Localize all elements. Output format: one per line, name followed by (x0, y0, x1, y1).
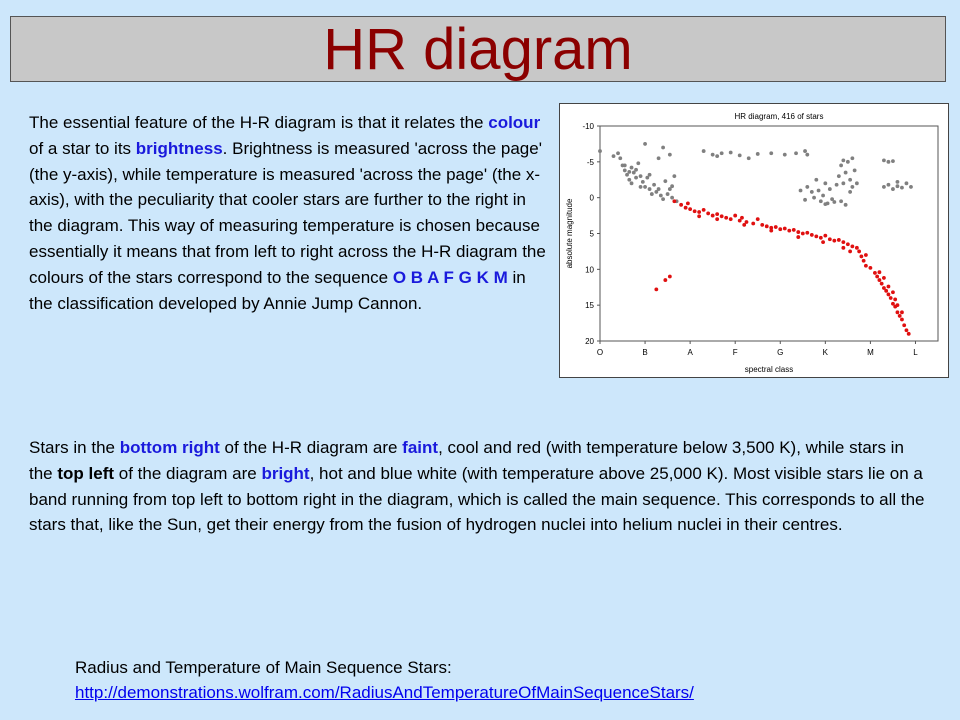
grey-star-point (661, 146, 665, 150)
red-star-point (889, 296, 893, 300)
grey-star-point (783, 153, 787, 157)
grey-star-point (623, 164, 627, 168)
grey-star-point (627, 170, 631, 174)
grey-star-point (648, 173, 652, 177)
grey-star-point (882, 185, 886, 189)
red-star-point (684, 206, 688, 210)
para1-text-1: The essential feature of the H-R diagram is that it relates the (29, 113, 489, 132)
grey-star-point (850, 185, 854, 189)
red-star-point (760, 223, 764, 227)
red-star-point (742, 223, 746, 227)
x-tick-label: L (913, 348, 918, 357)
grey-star-point (634, 168, 638, 172)
red-star-point (887, 285, 891, 289)
grey-star-point (639, 174, 643, 178)
red-star-point (875, 275, 879, 279)
red-star-point (706, 212, 710, 216)
grey-star-point (841, 159, 845, 163)
para2-text-5: , hot and blue white (with temperature above 25,000 K). Most visible stars lie on a band running from top left to bottom right in the diagram, which is called the main sequence. This corresponds to all the stars that, like the Sun, get their energy from the fusion of hydrogen nuclei into helium nuclei in their centres. (29, 463, 925, 535)
grey-star-point (661, 197, 665, 201)
grey-star-point (657, 187, 661, 191)
red-star-point (898, 314, 902, 318)
grey-star-point (672, 174, 676, 178)
grey-star-point (648, 187, 652, 191)
red-star-point (672, 199, 676, 203)
red-star-point (778, 227, 782, 231)
spectral-sequence-highlight: O B A F G K M (392, 267, 508, 287)
grey-star-point (630, 181, 634, 185)
grey-star-point (814, 178, 818, 182)
grey-star-point (891, 187, 895, 191)
red-star-point (905, 328, 909, 332)
red-star-point (679, 203, 683, 207)
grey-star-point (850, 156, 854, 160)
hr-diagram-chart (559, 103, 949, 378)
red-star-point (891, 290, 895, 294)
grey-star-point (794, 151, 798, 155)
grey-star-point (837, 174, 841, 178)
red-star-point (792, 228, 796, 232)
grey-star-point (598, 149, 602, 153)
grey-star-point (896, 184, 900, 188)
x-tick-label: G (777, 348, 784, 357)
grey-star-point (841, 181, 845, 185)
chart-title: HR diagram, 416 of stars (734, 112, 824, 121)
red-star-point (769, 229, 773, 233)
y-tick-label: 20 (585, 337, 594, 346)
x-tick-label: M (867, 348, 874, 357)
grey-star-point (623, 169, 627, 173)
red-star-point (810, 233, 814, 237)
red-star-point (880, 282, 884, 286)
red-star-point (878, 278, 882, 282)
red-star-point (869, 266, 873, 270)
grey-star-point (803, 149, 807, 153)
red-star-point (902, 323, 906, 327)
grey-star-point (803, 198, 807, 202)
red-star-point (654, 288, 658, 292)
red-star-point (783, 227, 787, 231)
red-star-point (686, 202, 690, 206)
grey-star-point (848, 190, 852, 194)
red-star-point (837, 238, 841, 242)
grey-star-point (720, 151, 724, 155)
grey-star-point (670, 184, 674, 188)
red-star-point (900, 310, 904, 314)
wolfram-demo-link[interactable]: http://demonstrations.wolfram.com/RadiusAndTemperatureOfMainSequenceStars/ (75, 683, 694, 702)
y-tick-label: -10 (582, 122, 594, 131)
grey-star-point (900, 186, 904, 190)
red-star-point (900, 318, 904, 322)
intro-paragraph (29, 110, 549, 316)
red-star-point (864, 264, 868, 268)
red-star-point (796, 235, 800, 239)
plot-area (600, 126, 938, 341)
grey-star-point (817, 189, 821, 193)
grey-star-point (657, 156, 661, 160)
grey-star-point (627, 178, 631, 182)
grey-star-point (832, 200, 836, 204)
red-star-point (848, 250, 852, 254)
red-star-point (693, 209, 697, 213)
red-star-point (751, 222, 755, 226)
grey-star-point (844, 203, 848, 207)
red-star-point (715, 217, 719, 221)
red-star-point (720, 214, 724, 218)
grey-star-point (663, 179, 667, 183)
red-star-point (846, 242, 850, 246)
y-tick-label: 15 (585, 301, 594, 311)
red-star-point (878, 270, 882, 274)
para2-text-2: of the H-R diagram are (219, 438, 403, 457)
red-star-point (884, 289, 888, 293)
red-star-point (740, 216, 744, 220)
grey-star-point (618, 156, 622, 160)
red-star-point (697, 214, 701, 218)
red-star-point (896, 310, 900, 314)
red-star-point (756, 217, 760, 221)
para2-text-3: , cool and red (with temperature below 3,500 K), while stars in the (29, 438, 904, 483)
grey-star-point (835, 183, 839, 187)
grey-star-point (636, 161, 640, 165)
x-tick-label: A (687, 348, 693, 357)
red-star-point (663, 278, 667, 282)
red-star-point (841, 246, 845, 250)
x-tick-label: K (822, 348, 829, 357)
grey-star-point (853, 169, 857, 173)
grey-star-point (738, 153, 742, 157)
red-star-point (873, 271, 877, 275)
red-star-point (828, 237, 832, 241)
red-star-point (805, 231, 809, 235)
grey-star-point (715, 154, 719, 158)
red-star-point (887, 293, 891, 297)
red-star-point (859, 255, 863, 259)
y-tick-label: 5 (589, 229, 594, 239)
grey-star-point (639, 185, 643, 189)
x-tick-label: O (596, 348, 604, 357)
grey-star-point (812, 196, 816, 200)
red-star-point (862, 259, 866, 263)
grey-star-point (810, 190, 814, 194)
y-axis-label: absolute magnitude (565, 198, 574, 269)
red-star-point (857, 250, 861, 254)
grey-star-point (652, 183, 656, 187)
grey-star-point (805, 153, 809, 157)
faint-highlight: faint (402, 438, 439, 457)
red-star-point (896, 303, 900, 307)
page-title: HR diagram (323, 17, 633, 82)
grey-star-point (887, 183, 891, 187)
red-star-point (688, 207, 692, 211)
grey-star-point (747, 156, 751, 160)
red-star-point (841, 240, 845, 244)
grey-star-point (839, 164, 843, 168)
red-star-point (907, 332, 911, 336)
grey-star-point (799, 189, 803, 193)
grey-star-point (896, 180, 900, 184)
red-star-point (702, 208, 706, 212)
grey-star-point (670, 196, 674, 200)
link-caption: Radius and Temperature of Main Sequence Stars: (75, 658, 452, 677)
grey-star-point (630, 166, 634, 170)
grey-star-point (846, 160, 850, 164)
bright-highlight: bright (261, 463, 310, 483)
grey-star-point (819, 199, 823, 203)
para1-text-2: of a star to its (29, 138, 136, 158)
brightness-highlight: brightness (135, 138, 223, 158)
grey-star-point (756, 152, 760, 156)
red-star-point (832, 239, 836, 243)
colour-highlight: colour (488, 113, 541, 132)
y-tick-label: 10 (585, 265, 594, 275)
grey-star-point (666, 192, 670, 196)
top-left-emphasis: top left (57, 463, 115, 483)
grey-star-point (668, 153, 672, 157)
red-star-point (893, 298, 897, 302)
red-star-point (774, 225, 778, 229)
red-star-point (729, 217, 733, 221)
grey-star-point (848, 178, 852, 182)
red-star-point (724, 216, 728, 220)
grey-star-point (729, 151, 733, 155)
red-star-point (850, 245, 854, 249)
x-axis-label: spectral class (744, 365, 794, 374)
red-star-point (864, 253, 868, 257)
grey-star-point (659, 194, 663, 198)
para1-text-3: . Brightness is measured 'across the page' (the y-axis), while temperature is measured 'across the page' (the x-axis), with the peculiarity that cooler stars are further to the right in the diagram. This way of measuring temperature is chosen because essentially it means that from left to right across the H-R diagram the colours of the stars correspond to the sequence (29, 138, 546, 287)
x-tick-label: F (732, 348, 738, 357)
grey-star-point (634, 176, 638, 180)
grey-star-point (821, 194, 825, 198)
red-star-point (819, 236, 823, 240)
hr-diagram-svg (560, 104, 948, 377)
para2-text-4: of the diagram are (114, 463, 262, 483)
red-star-point (765, 224, 769, 228)
red-star-point (882, 276, 886, 280)
grey-star-point (828, 187, 832, 191)
red-star-point (711, 214, 715, 218)
grey-star-point (643, 142, 647, 146)
grey-star-point (641, 180, 645, 184)
grey-star-point (891, 159, 895, 163)
grey-star-point (844, 171, 848, 175)
red-star-point (697, 210, 701, 214)
red-star-point (814, 234, 818, 238)
grey-star-point (823, 202, 827, 206)
red-star-point (823, 234, 827, 238)
red-star-point (801, 232, 805, 236)
grey-star-point (616, 151, 620, 155)
para1-text-4: in the classification developed by Annie Jump Cannon. (29, 267, 526, 313)
red-star-point (668, 275, 672, 279)
grey-star-point (855, 181, 859, 185)
grey-star-point (882, 159, 886, 163)
grey-star-point (769, 151, 773, 155)
y-tick-label: 0 (589, 193, 594, 203)
reference-block (75, 655, 915, 705)
grey-star-point (702, 149, 706, 153)
red-star-point (715, 212, 719, 216)
para2-text-1: Stars in the (29, 438, 120, 457)
grey-star-point (805, 185, 809, 189)
red-star-point (855, 246, 859, 250)
bottom-right-highlight: bottom right (119, 438, 220, 457)
grey-star-point (839, 199, 843, 203)
grey-star-point (909, 185, 913, 189)
grey-star-point (887, 160, 891, 164)
grey-star-point (711, 153, 715, 157)
grey-star-point (650, 192, 654, 196)
description-paragraph (29, 435, 929, 538)
red-star-point (796, 230, 800, 234)
red-star-point (733, 214, 737, 218)
grey-star-point (823, 181, 827, 185)
y-tick-label: -5 (586, 157, 594, 167)
grey-star-point (612, 154, 616, 158)
grey-star-point (643, 185, 647, 189)
grey-star-point (905, 181, 909, 185)
x-tick-label: B (642, 348, 648, 357)
title-box (10, 16, 946, 82)
red-star-point (821, 240, 825, 244)
red-star-point (787, 229, 791, 233)
